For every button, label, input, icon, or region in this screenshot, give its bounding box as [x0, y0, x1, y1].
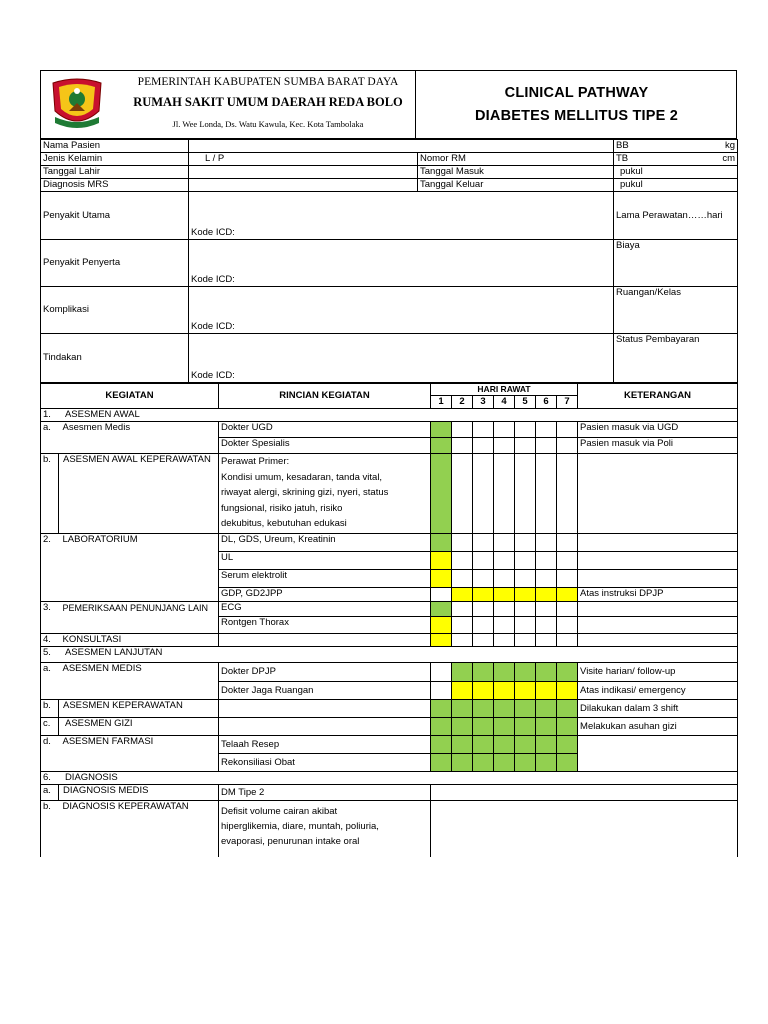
keterangan-cell [578, 634, 738, 647]
day-cell[interactable] [557, 617, 578, 634]
day-cell[interactable] [536, 588, 557, 602]
day-1: 1 [431, 396, 452, 409]
day-cell[interactable] [515, 718, 536, 736]
day-cell[interactable] [536, 570, 557, 588]
table-row [41, 682, 738, 700]
day-cell[interactable] [431, 602, 452, 617]
day-cell[interactable] [473, 634, 494, 647]
laboratorium-label: LABORATORIUM [59, 534, 219, 552]
hospital-name: RUMAH SAKIT UMUM DAERAH REDA BOLO [133, 95, 403, 109]
day-cell[interactable] [431, 718, 452, 736]
day-cell[interactable] [452, 700, 473, 718]
table-row [41, 772, 738, 785]
table-row [41, 409, 738, 422]
day-cell[interactable] [557, 570, 578, 588]
table-row: b. ASESMEN AWAL KEPERAWATAN Perawat Primer: Kondisi umum, kesadaran, tanda vital, riwayat alergi, skrining gizi, nyeri, status fungsional, risiko jatuh, risiko dekubitus, kebutuhan edukasi [41, 454, 738, 534]
day-cell[interactable] [431, 438, 452, 454]
day-cell[interactable] [431, 754, 452, 772]
rincian-cell: Perawat Primer: Kondisi umum, kesadaran, tanda vital, riwayat alergi, skrining gizi, nyeri, status fungsional, risiko jatuh, risiko dekubitus, kebutuhan edukasi [219, 454, 431, 534]
asesmen-farmasi-label: ASESMEN FARMASI [59, 736, 219, 754]
day-cell[interactable] [431, 588, 452, 602]
asesmen-medis-lanjutan-label: ASESMEN MEDIS [59, 663, 219, 682]
rincian-cell: Telaah Resep [219, 736, 431, 754]
organization-block [121, 71, 415, 129]
diagnosis-medis-blank [431, 785, 738, 801]
day-cell[interactable] [515, 682, 536, 700]
day-cell[interactable] [536, 634, 557, 647]
rincian-cell [219, 634, 431, 647]
clinical-pathway-form [40, 70, 737, 857]
hari-rawat-header: HARI RAWAT [431, 384, 578, 396]
day-cell[interactable] [494, 736, 515, 754]
day-5: 5 [515, 396, 536, 409]
hospital-address: Jl. Wee Londa, Ds. Watu Kawula, Kec. Kota Tambolaka [172, 119, 364, 129]
diagnosis-keperawatan-blank [431, 801, 738, 857]
day-cell[interactable] [452, 438, 473, 454]
penunjang-label: PEMERIKSAAN PENUNJANG LAIN [59, 602, 219, 617]
title-line1: CLINICAL PATHWAY [504, 85, 649, 101]
rincian-cell [219, 700, 431, 718]
day-cell[interactable] [536, 682, 557, 700]
day-cell[interactable] [431, 663, 452, 682]
tanggal-masuk-label: Tanggal Masuk [418, 166, 614, 179]
day-cell[interactable] [536, 534, 557, 552]
keterangan-header: KETERANGAN [578, 384, 738, 409]
day-cell[interactable] [557, 552, 578, 570]
table-row: c. ASESMEN GIZI Melakukan asuhan gizi [41, 718, 738, 736]
rincian-cell: Dokter DPJP [219, 663, 431, 682]
day-cell[interactable] [431, 552, 452, 570]
rincian-cell: Rontgen Thorax [219, 617, 431, 634]
day-cell[interactable] [557, 736, 578, 754]
pathway-title [415, 71, 737, 138]
day-cell[interactable] [473, 422, 494, 438]
day-cell[interactable] [557, 718, 578, 736]
table-row: 2. LABORATORIUM DL, GDS, Ureum, Kreatinin [41, 534, 738, 552]
nama-pasien-label: Nama Pasien [41, 140, 189, 153]
day-cell[interactable] [431, 700, 452, 718]
day-cell[interactable] [473, 663, 494, 682]
tanggal-lahir-field[interactable] [189, 166, 418, 179]
rincian-cell: ECG [219, 602, 431, 617]
day-cell[interactable] [473, 588, 494, 602]
day-cell[interactable] [431, 570, 452, 588]
tindakan-label: Tindakan [41, 334, 189, 383]
day-cell[interactable] [557, 682, 578, 700]
diagnosis-mrs-field[interactable] [189, 179, 418, 192]
rincian-cell: Rekonsiliasi Obat [219, 754, 431, 772]
table-row: d. ASESMEN FARMASI Telaah Resep [41, 736, 738, 754]
tanggal-keluar-time[interactable]: pukul [614, 179, 738, 192]
day-cell[interactable] [494, 588, 515, 602]
rincian-cell: Dokter UGD [219, 422, 431, 438]
jenis-kelamin-label: Jenis Kelamin [41, 153, 189, 166]
title-line2: DIABETES MELLITUS TIPE 2 [475, 108, 678, 124]
day-cell[interactable] [452, 663, 473, 682]
penyakit-utama-label: Penyakit Utama [41, 192, 189, 240]
day-cell[interactable] [557, 588, 578, 602]
table-row [41, 438, 738, 454]
keterangan-cell: Melakukan asuhan gizi [578, 718, 738, 736]
day-cell[interactable] [536, 663, 557, 682]
table-row: b. DIAGNOSIS KEPERAWATAN Defisit volume cairan akibat hiperglikemia, diare, muntah, poliuria, evaporasi, penurunan intake oral [41, 801, 738, 857]
day-cell[interactable] [515, 534, 536, 552]
day-cell[interactable] [515, 736, 536, 754]
day-2: 2 [452, 396, 473, 409]
form-header [40, 70, 737, 139]
tanggal-masuk-time[interactable]: pukul [614, 166, 738, 179]
ruangan-kelas-label: Ruangan/Kelas [614, 287, 738, 334]
diagnosis-medis-label: DIAGNOSIS MEDIS [59, 785, 219, 801]
tanggal-lahir-label: Tanggal Lahir [41, 166, 189, 179]
day-cell[interactable] [452, 617, 473, 634]
day-cell[interactable] [473, 754, 494, 772]
komplikasi-kode[interactable]: Kode ICD: [189, 287, 614, 334]
day-cell[interactable] [494, 617, 515, 634]
rincian-cell: Serum elektrolit [219, 570, 431, 588]
nomor-rm-label: Nomor RM [418, 153, 614, 166]
day-cell[interactable] [515, 634, 536, 647]
rincian-header: RINCIAN KEGIATAN [219, 384, 431, 409]
day-cell[interactable] [494, 682, 515, 700]
day-cell[interactable] [494, 663, 515, 682]
rincian-cell: UL [219, 552, 431, 570]
day-4: 4 [494, 396, 515, 409]
day-cell[interactable] [431, 617, 452, 634]
day-cell[interactable] [473, 552, 494, 570]
table-row [41, 617, 738, 634]
diagnosis-keperawatan-label: DIAGNOSIS KEPERAWATAN [59, 801, 219, 857]
tanggal-keluar-label: Tanggal Keluar [418, 179, 614, 192]
day-cell[interactable] [473, 438, 494, 454]
asesmen-awal-keperawatan-label: ASESMEN AWAL KEPERAWATAN [59, 454, 219, 534]
day-cell[interactable] [536, 754, 557, 772]
day-cell[interactable] [452, 718, 473, 736]
day-cell[interactable] [473, 534, 494, 552]
day-cell[interactable] [536, 552, 557, 570]
day-cell[interactable] [536, 602, 557, 617]
nama-pasien-field[interactable] [189, 140, 614, 153]
day-cell[interactable] [536, 422, 557, 438]
day-cell[interactable] [536, 617, 557, 634]
day-cell[interactable] [557, 663, 578, 682]
day-cell[interactable] [452, 570, 473, 588]
day-cell[interactable] [515, 588, 536, 602]
keterangan-cell: Visite harian/ follow-up [578, 663, 738, 682]
day-cell[interactable] [515, 422, 536, 438]
day-cell[interactable] [515, 663, 536, 682]
day-cell[interactable] [452, 422, 473, 438]
day-cell[interactable] [452, 736, 473, 754]
day-cell[interactable] [494, 754, 515, 772]
table-row: a. Asesmen Medis Dokter UGD Pasien masuk via UGD [41, 422, 738, 438]
day-cell[interactable] [494, 700, 515, 718]
section-asesmen-lanjutan: 5. ASESMEN LANJUTAN [41, 647, 738, 663]
patient-info-table [40, 139, 738, 383]
day-cell[interactable] [431, 736, 452, 754]
day-cell[interactable] [473, 700, 494, 718]
gender-field[interactable]: L / P [189, 153, 418, 166]
day-cell[interactable] [536, 736, 557, 754]
day-cell[interactable] [494, 570, 515, 588]
diagnosis-mrs-label: Diagnosis MRS [41, 179, 189, 192]
day-cell[interactable] [515, 754, 536, 772]
kegiatan-header: KEGIATAN [41, 384, 219, 409]
asesmen-gizi-label: ASESMEN GIZI [59, 718, 219, 736]
day-cell[interactable] [515, 617, 536, 634]
status-pembayaran-label: Status Pembayaran [614, 334, 738, 383]
day-3: 3 [473, 396, 494, 409]
day-cell[interactable] [557, 700, 578, 718]
keterangan-cell [578, 534, 738, 552]
day-cell[interactable] [536, 438, 557, 454]
day-cell[interactable] [557, 422, 578, 438]
table-row: a. DIAGNOSIS MEDIS DM Tipe 2 [41, 785, 738, 801]
table-row: b. ASESMEN KEPERAWATAN Dilakukan dalam 3 shift [41, 700, 738, 718]
day-cell[interactable] [494, 602, 515, 617]
keterangan-cell [578, 570, 738, 588]
section-diagnosis: 6. DIAGNOSIS [41, 772, 738, 785]
penyakit-penyerta-kode[interactable]: Kode ICD: [189, 240, 614, 287]
day-cell[interactable] [494, 454, 515, 534]
bb-field[interactable]: BB kg [614, 140, 738, 153]
day-cell[interactable] [557, 534, 578, 552]
day-cell[interactable] [473, 736, 494, 754]
day-cell[interactable] [452, 454, 473, 534]
day-cell[interactable] [473, 718, 494, 736]
table-row [41, 647, 738, 663]
day-cell[interactable] [557, 438, 578, 454]
rincian-cell: DL, GDS, Ureum, Kreatinin [219, 534, 431, 552]
day-cell[interactable] [431, 534, 452, 552]
keterangan-cell [578, 552, 738, 570]
keterangan-cell: Pasien masuk via UGD [578, 422, 738, 438]
keterangan-cell [578, 736, 738, 772]
day-cell[interactable] [494, 718, 515, 736]
day-cell[interactable] [494, 552, 515, 570]
day-cell[interactable] [473, 602, 494, 617]
table-row: a. ASESMEN MEDIS Dokter DPJP Visite harian/ follow-up [41, 663, 738, 682]
rincian-cell [219, 718, 431, 736]
government-name: PEMERINTAH KABUPATEN SUMBA BARAT DAYA [137, 76, 399, 88]
day-cell[interactable] [515, 570, 536, 588]
regency-crest-icon [49, 77, 105, 131]
day-cell[interactable] [557, 602, 578, 617]
penyakit-penyerta-label: Penyakit Penyerta [41, 240, 189, 287]
day-cell[interactable] [473, 454, 494, 534]
day-cell[interactable] [431, 422, 452, 438]
day-cell[interactable] [473, 617, 494, 634]
day-cell[interactable] [452, 682, 473, 700]
day-cell[interactable] [473, 570, 494, 588]
keterangan-cell: Atas indikasi/ emergency [578, 682, 738, 700]
day-cell[interactable] [557, 454, 578, 534]
day-cell[interactable] [515, 454, 536, 534]
day-cell[interactable] [536, 718, 557, 736]
day-cell[interactable] [494, 634, 515, 647]
day-cell[interactable] [431, 454, 452, 534]
rincian-cell: Dokter Spesialis [219, 438, 431, 454]
day-cell[interactable] [431, 682, 452, 700]
tb-field[interactable]: TB cm [614, 153, 738, 166]
day-cell[interactable] [452, 534, 473, 552]
table-row: 4. KONSULTASI [41, 634, 738, 647]
keterangan-cell [578, 454, 738, 534]
day-cell[interactable] [515, 552, 536, 570]
section-asesmen-awal: 1. ASESMEN AWAL [41, 409, 738, 422]
table-row [41, 552, 738, 570]
rincian-cell: Defisit volume cairan akibat hiperglikemia, diare, muntah, poliuria, evaporasi, penurunan intake oral [219, 801, 431, 857]
keterangan-cell: Dilakukan dalam 3 shift [578, 700, 738, 718]
table-row [41, 570, 738, 588]
day-cell[interactable] [494, 438, 515, 454]
asesmen-medis-label: Asesmen Medis [59, 422, 219, 438]
day-cell[interactable] [494, 534, 515, 552]
day-cell[interactable] [536, 454, 557, 534]
konsultasi-label: KONSULTASI [59, 634, 219, 647]
day-cell[interactable] [452, 552, 473, 570]
keterangan-cell [578, 602, 738, 617]
biaya-label: Biaya [614, 240, 738, 287]
day-cell[interactable] [431, 634, 452, 647]
table-row: 3. PEMERIKSAAN PENUNJANG LAIN ECG [41, 602, 738, 617]
day-cell[interactable] [515, 700, 536, 718]
day-cell[interactable] [494, 422, 515, 438]
day-cell[interactable] [515, 438, 536, 454]
day-cell[interactable] [452, 602, 473, 617]
day-cell[interactable] [452, 754, 473, 772]
lama-perawatan-label: Lama Perawatan……hari [614, 192, 738, 240]
keterangan-cell: Atas instruksi DPJP [578, 588, 738, 602]
day-cell[interactable] [473, 682, 494, 700]
keterangan-cell [578, 617, 738, 634]
komplikasi-label: Komplikasi [41, 287, 189, 334]
rincian-cell: Dokter Jaga Ruangan [219, 682, 431, 700]
day-cell[interactable] [557, 634, 578, 647]
activity-table [40, 383, 738, 857]
rincian-cell: GDP, GD2JPP [219, 588, 431, 602]
day-cell[interactable] [557, 754, 578, 772]
day-6: 6 [536, 396, 557, 409]
penyakit-utama-kode[interactable]: Kode ICD: [189, 192, 614, 240]
day-cell[interactable] [452, 588, 473, 602]
tindakan-kode[interactable]: Kode ICD: [189, 334, 614, 383]
day-7: 7 [557, 396, 578, 409]
day-cell[interactable] [536, 700, 557, 718]
day-cell[interactable] [452, 634, 473, 647]
rincian-cell: DM Tipe 2 [219, 785, 431, 801]
table-row [41, 588, 738, 602]
asesmen-keperawatan-label: ASESMEN KEPERAWATAN [59, 700, 219, 718]
day-cell[interactable] [515, 602, 536, 617]
keterangan-cell: Pasien masuk via Poli [578, 438, 738, 454]
